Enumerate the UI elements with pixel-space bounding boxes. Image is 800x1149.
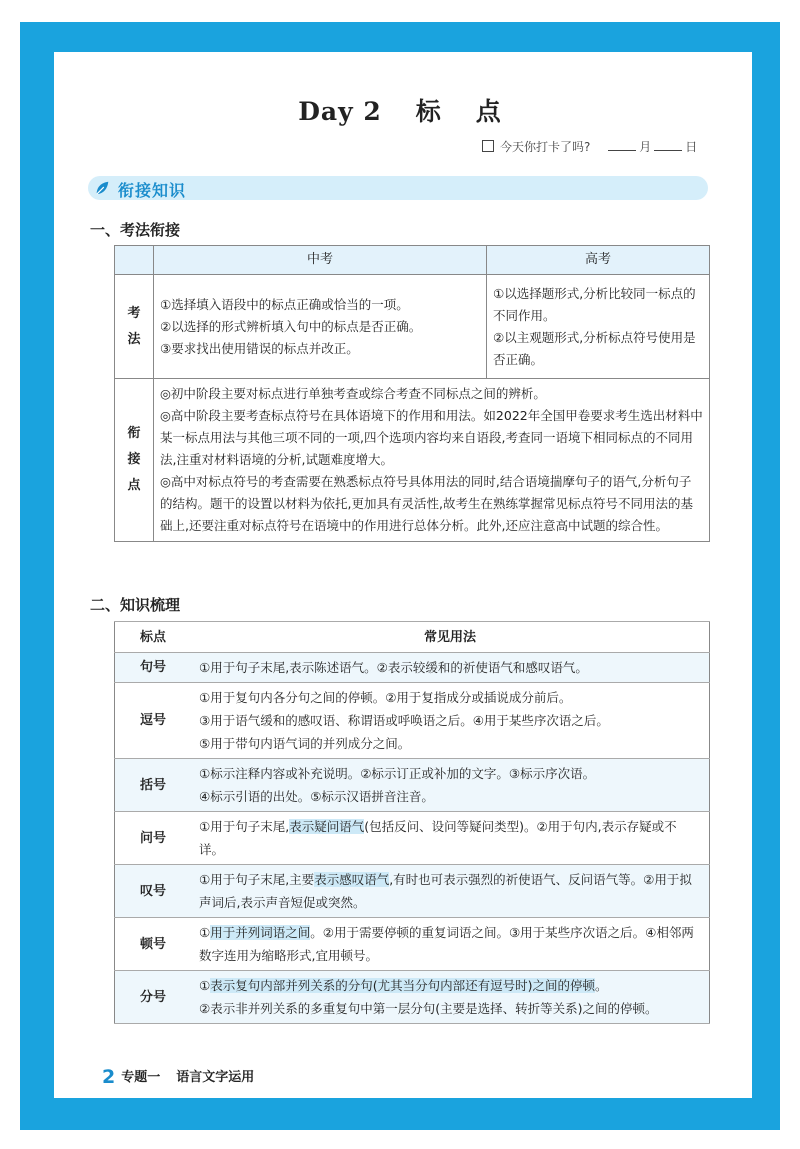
section1-title: 一、考法衔接	[90, 221, 181, 239]
highlighted-text: 用于并列词语之间	[210, 925, 311, 940]
page-frame-right	[752, 22, 780, 1130]
usage-text: 。	[594, 978, 608, 993]
usage-text: ①	[199, 925, 211, 940]
usage-cell	[191, 971, 710, 1024]
table-row	[115, 918, 710, 971]
table-row	[115, 653, 710, 683]
page-number: 2	[102, 1066, 116, 1088]
table-header-row	[115, 246, 710, 275]
checkin-checkbox[interactable]	[482, 140, 494, 152]
col-gaokao-header: 高考	[487, 246, 710, 275]
usage-line	[199, 868, 701, 914]
row-head-char: 法	[127, 331, 141, 347]
month-label: 月	[639, 140, 652, 154]
footer-topic: 专题一	[121, 1070, 161, 1085]
usage-cell	[191, 653, 710, 683]
usage-text: ①	[199, 978, 211, 993]
zhongkao-cell	[154, 275, 487, 379]
usage-cell	[191, 918, 710, 971]
usage-cell	[191, 812, 710, 865]
list-item: ②以选择的形式辨析填入句中的标点是否正确。	[160, 318, 422, 334]
table-row	[115, 971, 710, 1024]
usage-line: ③用于语气缓和的感叹语、称谓语或呼唤语之后。④用于某些序次语之后。	[199, 713, 609, 728]
day-blank[interactable]	[654, 140, 682, 151]
table-row	[115, 275, 710, 379]
mark-cell: 问号	[115, 812, 192, 865]
usage-text: 。②用于需要停顿的重复词语之间。③用于某些序次语之后。④相邻两数字连用为缩略形式,宜用顿号。	[199, 925, 694, 963]
leaf-icon	[93, 179, 111, 197]
mark-cell: 顿号	[115, 918, 192, 971]
punctuation-usage-table	[114, 621, 710, 1024]
usage-line: ①标示注释内容或补充说明。②标示订正或补加的文字。③标示序次语。	[199, 766, 596, 781]
month-blank[interactable]	[608, 140, 636, 151]
page-frame-left	[20, 22, 54, 1130]
col-usage-header: 常见用法	[191, 622, 710, 653]
list-item: ③要求找出使用错误的标点并改正。	[160, 340, 359, 356]
usage-cell	[191, 759, 710, 812]
mark-cell: 分号	[115, 971, 192, 1024]
title-day: Day 2	[298, 97, 382, 126]
usage-line	[199, 815, 701, 861]
usage-text: (包括反问、设问等疑问类型)。②用于句内,表示存疑或不详。	[199, 819, 677, 857]
highlighted-text: 表示感叹语气	[314, 872, 390, 887]
table-row	[115, 812, 710, 865]
list-item: ①选择填入语段中的标点正确或恰当的一项。	[160, 296, 409, 312]
page-frame-top	[20, 22, 780, 52]
highlighted-text: 表示复句内部并列关系的分句(尤其当分句内部还有逗号时)之间的停顿	[210, 978, 595, 993]
table-row	[115, 759, 710, 812]
gaokao-cell	[487, 275, 710, 379]
section-banner	[88, 176, 708, 200]
mark-cell: 括号	[115, 759, 192, 812]
table-row	[115, 865, 710, 918]
banner-label: 衔接知识	[118, 181, 187, 200]
list-item: ◎高中阶段主要考查标点符号在具体语境下的作用和用法。如2022年全国甲卷要求考生选出材料中某一标点用法与其他三项不同的一项,四个选项内容均来自语段,考查同一语境下相同标点的不同用法,注重对材料语境的分析,试题难度增大。	[160, 408, 703, 467]
list-item: ◎高中对标点符号的考查需要在熟悉标点符号具体用法的同时,结合语境揣摩句子的语气,分析句子的结构。题干的设置以材料为依托,更加具有灵活性,故考生在熟练掌握常见标点符号不同用法的基础上,还要注重对标点符号在语境中的作用进行总体分析。此外,还应注意高中试题的综合性。	[160, 474, 693, 533]
usage-line: ②表示非并列关系的多重复句中第一层分句(主要是选择、转折等关系)之间的停顿。	[199, 1001, 658, 1016]
link-points-cell	[154, 379, 710, 542]
row-head-kaofa	[115, 275, 154, 379]
title-topic-char-1: 标	[415, 97, 442, 126]
row-head-xianjie	[115, 379, 154, 542]
row-head-char: 接	[127, 452, 141, 467]
usage-line	[199, 921, 701, 967]
list-item: ①以选择题形式,分析比较同一标点的不同作用。	[493, 285, 696, 323]
footer-subtitle: 语言文字运用	[176, 1070, 255, 1085]
table-row	[115, 379, 710, 542]
table-header-row	[115, 622, 710, 653]
table-row	[115, 683, 710, 759]
page-title	[0, 92, 800, 128]
usage-text: ①用于句子末尾,主要	[199, 872, 315, 887]
corner-cell	[115, 246, 154, 275]
usage-line: ①用于复句内各分句之间的停顿。②用于复指成分或插说成分前后。	[199, 690, 572, 705]
col-zhongkao-header: 中考	[154, 246, 487, 275]
highlighted-text: 表示疑问语气	[289, 819, 365, 834]
usage-line	[199, 974, 701, 997]
usage-line: ④标示引语的出处。⑤标示汉语拼音注音。	[199, 789, 434, 804]
exam-comparison-table	[114, 245, 710, 542]
usage-cell	[191, 683, 710, 759]
usage-line: ⑤用于带句内语气词的并列成分之间。	[199, 736, 411, 751]
page-frame-bottom	[20, 1098, 780, 1130]
usage-text: ①用于句子末尾,	[199, 819, 290, 834]
row-head-char: 点	[127, 478, 141, 493]
page-footer	[102, 1066, 254, 1088]
section2-title: 二、知识梳理	[90, 596, 181, 614]
col-mark-header: 标点	[115, 622, 192, 653]
mark-cell: 逗号	[115, 683, 192, 759]
usage-cell	[191, 865, 710, 918]
list-item: ◎初中阶段主要对标点进行单独考查或综合考查不同标点之间的辨析。	[160, 386, 546, 401]
day-label: 日	[685, 140, 698, 154]
checkin-line	[482, 138, 697, 155]
mark-cell: 句号	[115, 653, 192, 683]
usage-line: ①用于句子末尾,表示陈述语气。②表示较缓和的祈使语气和感叹语气。	[199, 660, 588, 675]
title-topic-char-2: 点	[475, 97, 502, 126]
checkin-text: 今天你打卡了吗?	[500, 140, 591, 154]
list-item: ②以主观题形式,分析标点符号使用是否正确。	[493, 329, 696, 367]
usage-text: ,有时也可表示强烈的祈使语气、反问语气等。②用于拟声词后,表示声音短促或突然。	[199, 872, 692, 910]
row-head-char: 考	[127, 305, 141, 321]
mark-cell: 叹号	[115, 865, 192, 918]
row-head-char: 衔	[127, 426, 141, 441]
